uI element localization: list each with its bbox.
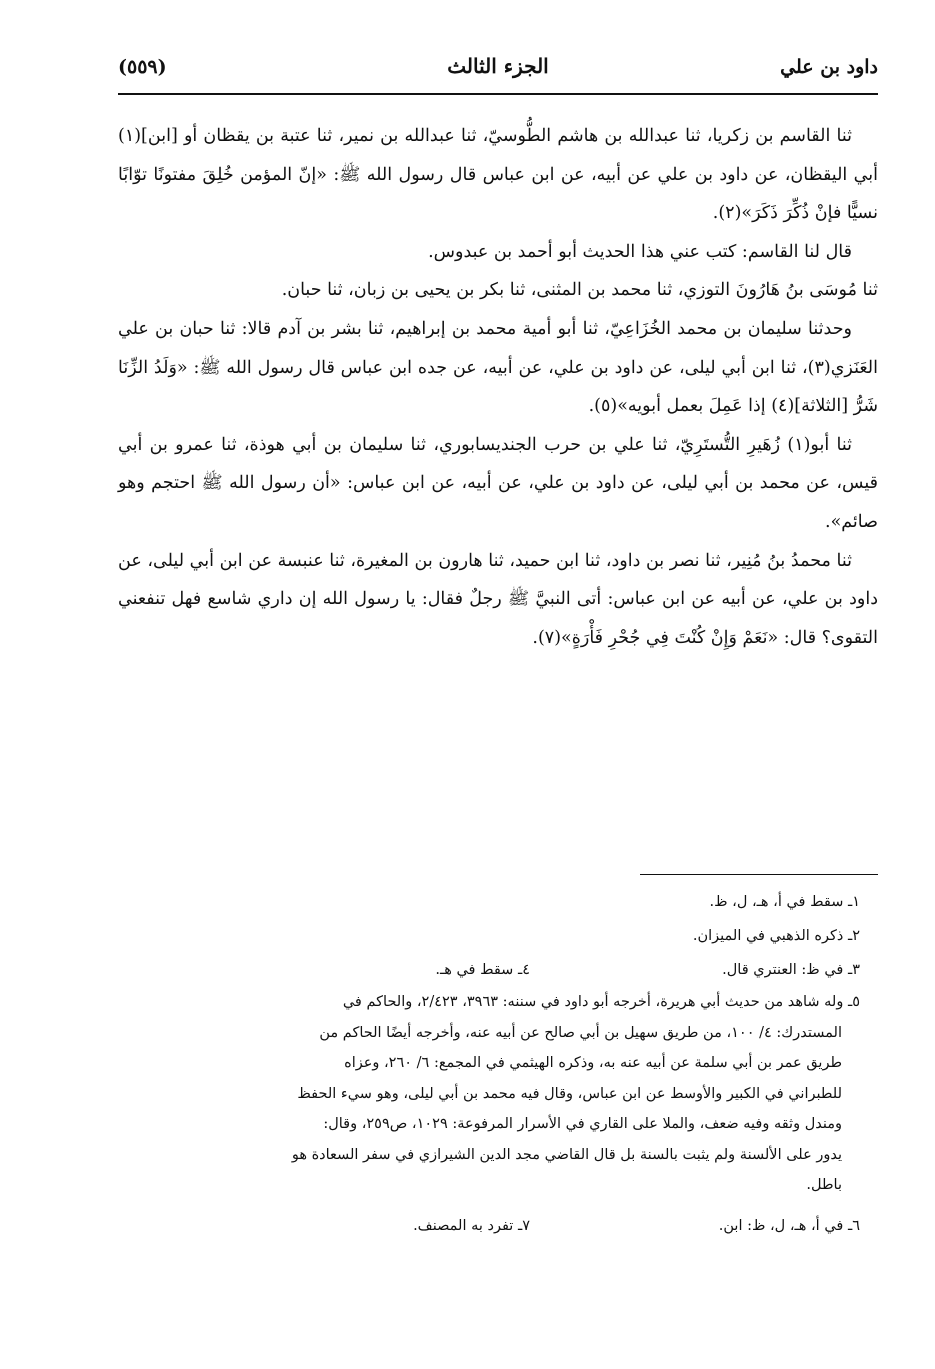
footnote-divider	[640, 874, 878, 875]
paragraph: ثنا القاسم بن زكريا، ثنا عبدالله بن هاشم الطُّوسيّ، ثنا عبدالله بن نمير، ثنا عتبة بن يقظان أو [ابن](١) أبي اليقظان، عن داود بن علي عن أبيه، عن ابن عباس قال رسول الله ﷺ: «إنّ المؤمن خُلِقَ مفتونًا توّابًا نسيًّا فإنْ ذُكِّرَ ذَكَرَ»(٢).	[118, 126, 878, 224]
paragraph: وحدثنا سليمان بن محمد الخُزَاعِيّ، ثنا أبو أمية محمد بن إبراهيم، ثنا بشر بن آدم قالا: ثنا حبان بن علي العَنَزي(٣)، ثنا ابن أبي ليلى، عن داود بن علي، عن أبيه، عن جده ابن عباس قال رسول الله ﷺ: «وَلَدُ الزِّنَا شَرُّ [الثلاثة](٤) إذا عَمِلَ بعمل أبويه»(٥).	[118, 318, 878, 417]
page-header	[118, 48, 878, 92]
footnote-4: ٤ـ سقط في هـ.	[435, 962, 530, 978]
footnote-5-line: ٥ـ وله شاهد من حديث أبي هريرة، أخرجه أبو داود في سننه: ٣٩٦٣، ٢/٤٢٣، والحاكم في	[342, 994, 860, 1010]
paragraph: قال لنا القاسم: كتب عني هذا الحديث أبو أحمد بن عبدوس.	[428, 241, 852, 262]
footnote-row	[100, 953, 860, 987]
footnote-row	[100, 1209, 860, 1243]
footnote-6: ٦ـ في أ، هـ، ل، ظ: ابن.	[718, 1217, 860, 1234]
footnote-row	[100, 919, 860, 953]
footnote-3: ٣ـ في ظ: العنتري قال.	[722, 962, 860, 978]
footnote-5-line: المستدرك: ٤/ ١٠٠، من طريق سهيل بن أبي صالح عن أبيه عنه، وأخرجه أيضًا الحاكم من	[319, 1024, 842, 1041]
footnote-5	[100, 987, 860, 1201]
running-title: داود بن علي	[780, 56, 878, 78]
footnote-row	[100, 885, 860, 919]
paragraph: ثنا محمدُ بنُ مُنِير، ثنا نصر بن داود، ثنا ابن حميد، ثنا هارون بن المغيرة، ثنا عنبسة عن ابن أبي ليلى، عن داود بن علي، عن أبيه عن ابن عباس: أتى النبيَّ ﷺ رجلٌ فقال: يا رسول الله إن داري شاسع فهل تنفعني التقوى؟ قال: «نَعَمْ وَإِنْ كُنْتَ فِي جُحْرِ فَأْرَةٍ»(٧).	[118, 550, 878, 648]
footnote-5-line: باطل.	[806, 1177, 842, 1193]
footnote-7: ٧ـ تفرد به المصنف.	[413, 1217, 530, 1234]
main-text	[118, 117, 878, 657]
footnote-1: ١ـ سقط في أ، هـ، ل، ظ.	[709, 894, 860, 910]
header-divider	[118, 93, 878, 95]
footnote-5-line: يدور على الألسنة ولم يثبت بالسنة بل قال القاضي مجد الدين الشيرازي في سفر السعادة هو	[291, 1146, 842, 1163]
footnote-2: ٢ـ ذكره الذهبي في الميزان.	[692, 928, 860, 944]
footnote-5-line: طريق عمر بن أبي سلمة عن أبيه عنه به، وذكره الهيثمي في المجمع: ٦/ ٢٦٠، وعزاه	[344, 1055, 842, 1071]
page-number: (٥٥٩)	[118, 56, 167, 78]
footnote-5-line: للطبراني في الكبير والأوسط عن ابن عباس، وقال فيه محمد بن أبي ليلى، وهو سيء الحفظ	[297, 1085, 842, 1102]
paragraph: ثنا أبو(١) زُهَيرِ التُّستَرِيّ، ثنا علي بن حرب الجنديسابوري، ثنا سليمان بن أبي هوذة، ثنا عمرو بن أبي قيس، عن محمد بن أبي ليلى، عن داود بن علي، عن أبيه، عن ابن عباس: «أن رسول الله ﷺ احتجم وهو صائم».	[118, 434, 878, 532]
paragraph: ثنا مُوسَى بنُ هَارُونَ التوزي، ثنا محمد بن المثنى، ثنا بكر بن يحيى بن زبان، ثنا حبان.	[281, 280, 878, 301]
volume-title: الجزء الثالث	[447, 54, 549, 78]
footnote-5-line: ومندل وثقه وفيه ضعف، والملا على القاري في الأسرار المرفوعة: ١٠٢٩، ص٢٥٩، وقال:	[323, 1116, 842, 1132]
footnotes	[100, 885, 860, 1243]
